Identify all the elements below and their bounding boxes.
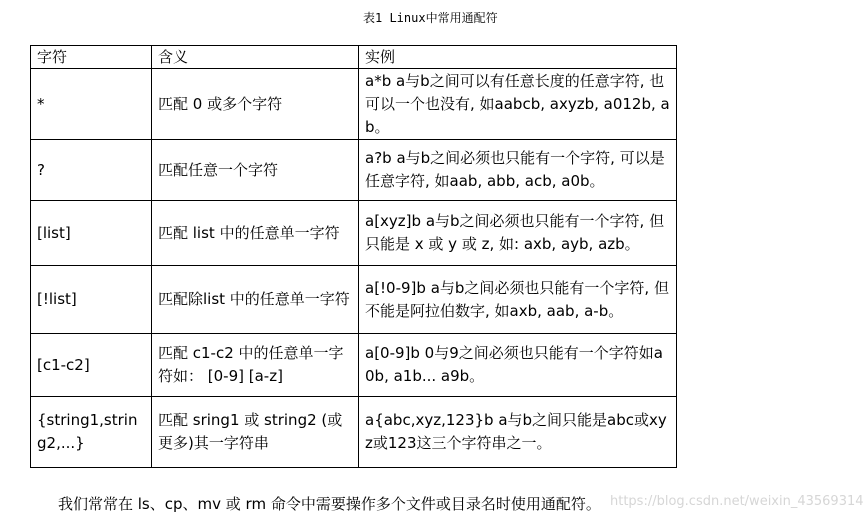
wildcard-table [30, 45, 677, 468]
table-caption: 表1 Linux中常用通配符 [363, 11, 498, 25]
table-row [31, 397, 677, 468]
header-meaning: 含义 [152, 46, 359, 69]
cell-char: ? [31, 140, 152, 201]
cell-char: [!list] [31, 266, 152, 334]
cell-example: a?b a与b之间必须也只能有一个字符, 可以是任意字符, 如aab, abb, acb, a0b。 [359, 140, 677, 201]
cell-meaning: 匹配任意一个字符 [152, 140, 359, 201]
table-row [31, 140, 677, 201]
cell-char: [c1-c2] [31, 334, 152, 397]
cell-example: a{abc,xyz,123}b a与b之间只能是abc或xyz或123这三个字符串之一。 [359, 397, 677, 468]
cell-example: a[!0-9]b a与b之间必须也只能有一个字符, 但不能是阿拉伯数字, 如axb, aab, a-b。 [359, 266, 677, 334]
cell-char: {string1,string2,...} [31, 397, 152, 468]
cell-example: a[xyz]b a与b之间必须也只能有一个字符, 但只能是 x 或 y 或 z, 如: axb, ayb, azb。 [359, 201, 677, 266]
cell-meaning: 匹配 c1-c2 中的任意单一字符如： [0-9] [a-z] [152, 334, 359, 397]
table-row [31, 69, 677, 140]
table-header-row [31, 46, 677, 69]
footer-note: 我们常常在 ls、cp、mv 或 rm 命令中需要操作多个文件或目录名时使用通配符。 [58, 495, 601, 513]
table-row [31, 201, 677, 266]
table-row [31, 334, 677, 397]
cell-example: a*b a与b之间可以有任意长度的任意字符, 也可以一个也没有, 如aabcb, axyzb, a012b, ab。 [359, 69, 677, 140]
cell-char: * [31, 69, 152, 140]
header-char: 字符 [31, 46, 152, 69]
cell-char: [list] [31, 201, 152, 266]
table-row [31, 266, 677, 334]
header-example: 实例 [359, 46, 677, 69]
cell-meaning: 匹配 0 或多个字符 [152, 69, 359, 140]
cell-meaning: 匹配除list 中的任意单一字符 [152, 266, 359, 334]
cell-example: a[0-9]b 0与9之间必须也只能有一个字符如a0b, a1b... a9b。 [359, 334, 677, 397]
watermark: https://blog.csdn.net/weixin_43569314 [610, 494, 864, 509]
cell-meaning: 匹配 sring1 或 string2 (或更多)其一字符串 [152, 397, 359, 468]
cell-meaning: 匹配 list 中的任意单一字符 [152, 201, 359, 266]
